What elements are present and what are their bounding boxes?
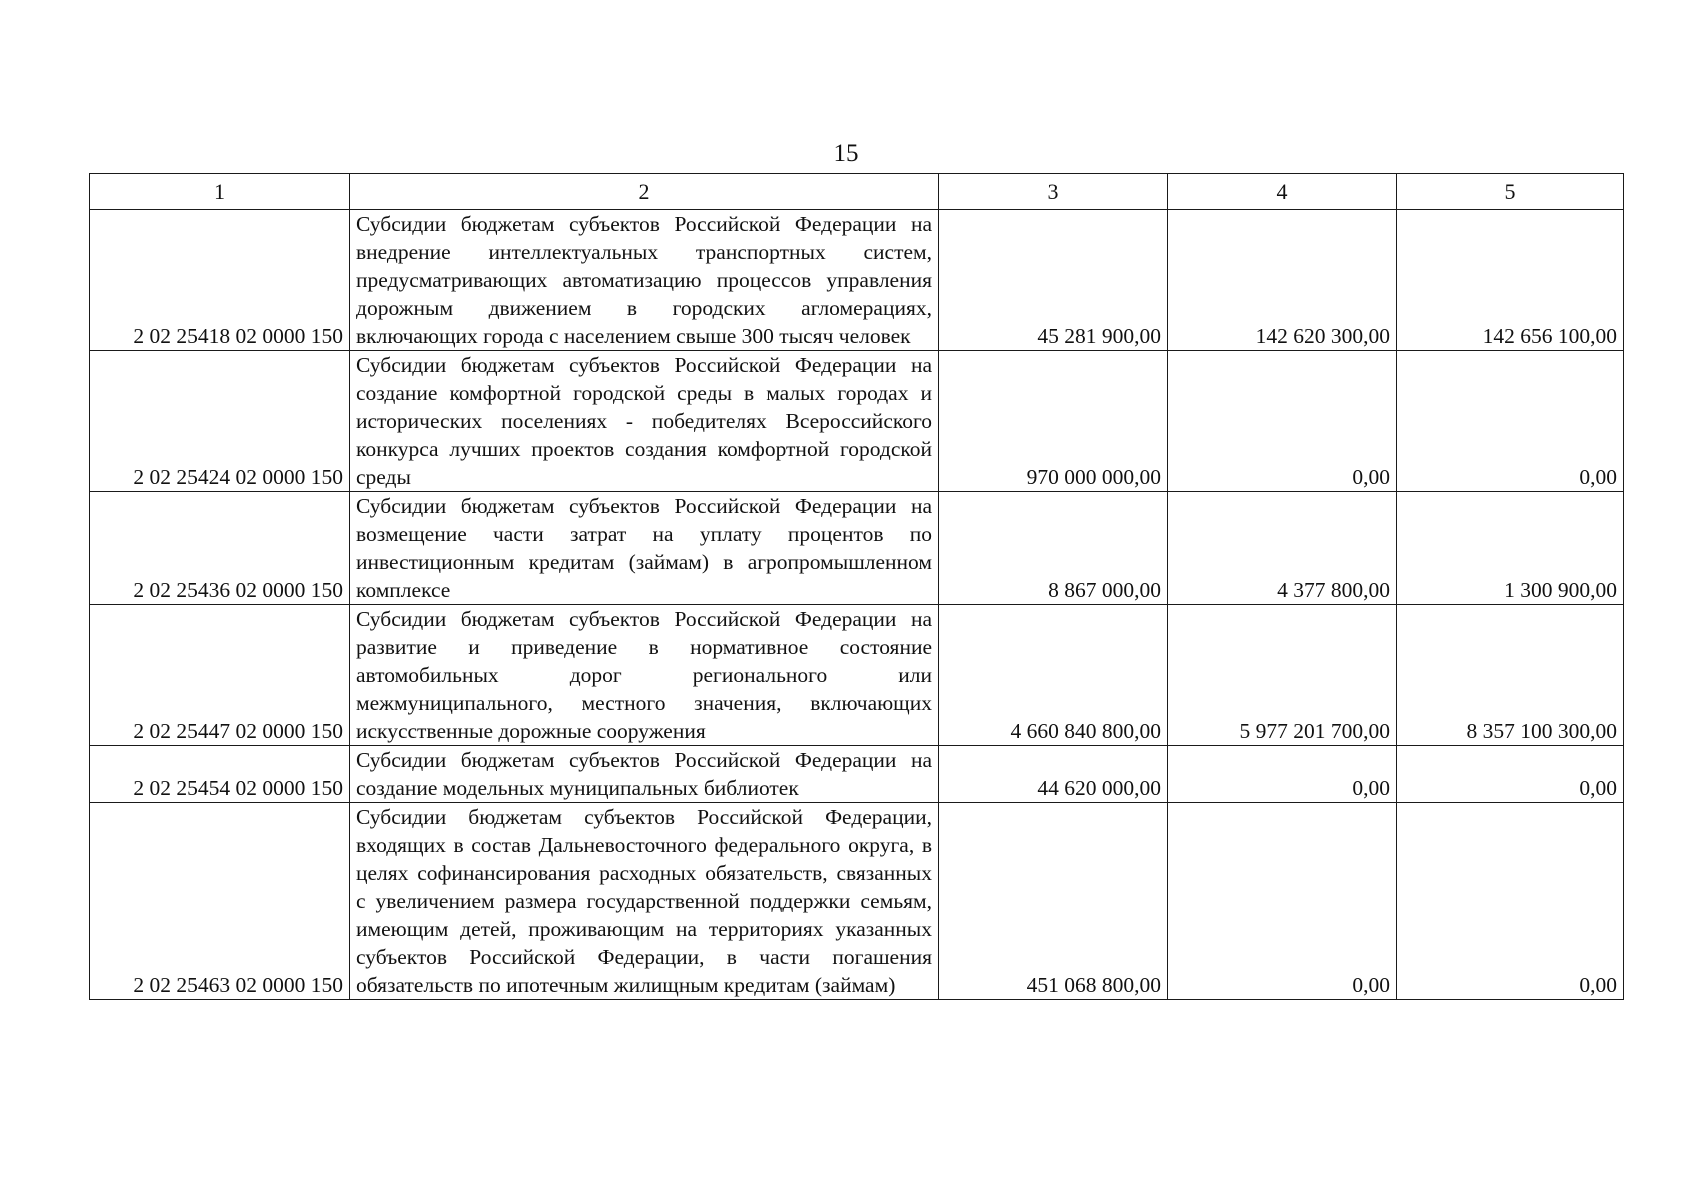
amount-col5-cell: 142 656 100,00: [1397, 210, 1624, 351]
amount-col4-cell: 142 620 300,00: [1168, 210, 1397, 351]
table-row: [90, 492, 1624, 605]
description-cell: Субсидии бюджетам субъектов Российской Федерации на создание модельных муниципальных библиотек: [350, 746, 939, 803]
amount-col5-cell: 8 357 100 300,00: [1397, 605, 1624, 746]
budget-code-cell: 2 02 25424 02 0000 150: [90, 351, 350, 492]
amount-col5-cell: 1 300 900,00: [1397, 492, 1624, 605]
table-row: [90, 746, 1624, 803]
amount-col3-cell: 4 660 840 800,00: [939, 605, 1168, 746]
budget-code-cell: 2 02 25447 02 0000 150: [90, 605, 350, 746]
amount-col4-cell: 5 977 201 700,00: [1168, 605, 1397, 746]
table-row: [90, 210, 1624, 351]
budget-code-cell: 2 02 25418 02 0000 150: [90, 210, 350, 351]
amount-col3-cell: 451 068 800,00: [939, 803, 1168, 1000]
budget-code-cell: 2 02 25454 02 0000 150: [90, 746, 350, 803]
amount-col5-cell: 0,00: [1397, 746, 1624, 803]
column-header-3: 3: [939, 174, 1168, 210]
budget-code-cell: 2 02 25463 02 0000 150: [90, 803, 350, 1000]
table-row: [90, 605, 1624, 746]
budget-table: [89, 173, 1624, 1000]
amount-col3-cell: 970 000 000,00: [939, 351, 1168, 492]
amount-col5-cell: 0,00: [1397, 803, 1624, 1000]
column-header-2: 2: [350, 174, 939, 210]
table-row: [90, 803, 1624, 1000]
description-cell: Субсидии бюджетам субъектов Российской Федерации на создание комфортной городской среды в малых городах и исторических поселениях - победителях Всероссийского конкурса лучших проектов создания комфортной городской среды: [350, 351, 939, 492]
amount-col4-cell: 4 377 800,00: [1168, 492, 1397, 605]
description-cell: Субсидии бюджетам субъектов Российской Федерации на внедрение интеллектуальных транспортных систем, предусматривающих автоматизацию процессов управления дорожным движением в городских агломерациях, включающих города с населением свыше 300 тысяч человек: [350, 210, 939, 351]
description-cell: Субсидии бюджетам субъектов Российской Федерации, входящих в состав Дальневосточного федерального округа, в целях софинансирования расходных обязательств, связанных с увеличением размера государственной поддержки семьям, имеющим детей, проживающим на территориях указанных субъектов Российской Федерации, в части погашения обязательств по ипотечным жилищным кредитам (займам): [350, 803, 939, 1000]
table-row: [90, 351, 1624, 492]
amount-col4-cell: 0,00: [1168, 803, 1397, 1000]
description-cell: Субсидии бюджетам субъектов Российской Федерации на возмещение части затрат на уплату процентов по инвестиционным кредитам (займам) в агропромышленном комплексе: [350, 492, 939, 605]
header-row: [90, 174, 1624, 210]
page-number: 15: [833, 140, 859, 167]
amount-col3-cell: 8 867 000,00: [939, 492, 1168, 605]
amount-col4-cell: 0,00: [1168, 351, 1397, 492]
amount-col5-cell: 0,00: [1397, 351, 1624, 492]
column-header-1: 1: [90, 174, 350, 210]
amount-col3-cell: 45 281 900,00: [939, 210, 1168, 351]
amount-col3-cell: 44 620 000,00: [939, 746, 1168, 803]
amount-col4-cell: 0,00: [1168, 746, 1397, 803]
description-cell: Субсидии бюджетам субъектов Российской Федерации на развитие и приведение в нормативное состояние автомобильных дорог регионального или межмуниципального, местного значения, включающих искусственные дорожные сооружения: [350, 605, 939, 746]
budget-code-cell: 2 02 25436 02 0000 150: [90, 492, 350, 605]
column-header-5: 5: [1397, 174, 1624, 210]
column-header-4: 4: [1168, 174, 1397, 210]
